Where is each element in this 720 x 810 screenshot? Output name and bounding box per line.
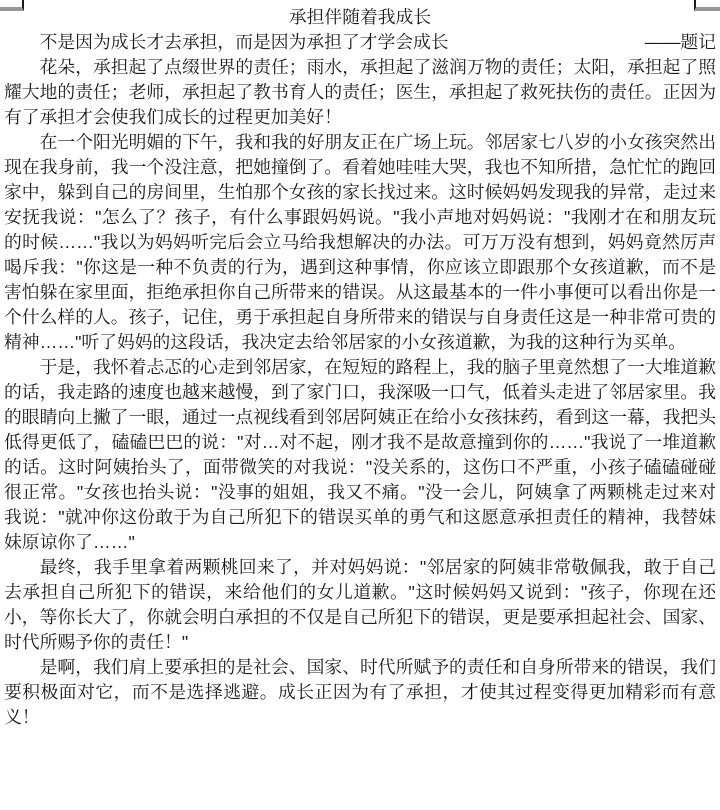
- paragraph-2: 在一个阳光明媚的下午，我和我的好朋友正在广场上玩。邻居家七八岁的小女孩突然出现在我身前，我一个没注意，把她撞倒了。看着她哇哇大哭，我也不知所措，急忙忙的跑回家中，躲到自己的房间里，生怕那个女孩的家长找过来。这时候妈妈发现我的异常，走过来安抚我说："怎么了？孩子，有什么事跟妈妈说。"我小声地对妈妈说："我刚才在和朋友玩的时候……"我以为妈妈听完后会立马给我想解决的办法。可万万没有想到，妈妈竟然厉声喝斥我："你这是一种不负责的行为，遇到这种事情，你应该立即跟那个女孩道歉，而不是害怕躲在家里面，拒绝承担你自己所带来的错误。从这最基本的一件小事便可以看出你是一个什么样的人。孩子，记住，勇于承担起自身所带来的错误与自身责任这是一种非常可贵的精神……"听了妈妈的这段话，我决定去给邻居家的小女孩道歉，为我的这种行为买单。: [4, 132, 717, 352]
- epigraph-attribution: ——题记: [644, 32, 716, 52]
- epigraph-text: 不是因为成长才去承担，而是因为承担了才学会成长: [39, 32, 449, 52]
- paragraph-4: 最终，我手里拿着两颗桃回来了，并对妈妈说："邻居家的阿姨非常敬佩我，敢于自己去承担自己所犯下的错误，来给他们的女儿道歉。"这时候妈妈又说到："孩子，你现在还小，等你长大了，你就会明白承担的不仅是自己所犯下的错误，更是要承担起社会、国家、时代所赐予你的责任！": [4, 557, 716, 652]
- epigraph-line: [4, 30, 716, 55]
- page-title: 承担伴随着我成长: [288, 7, 432, 27]
- paragraph-1: 花朵，承担起了点缀世界的责任；雨水，承担起了滋润万物的责任；太阳，承担起了照耀大地的责任；老师，承担起了教书育人的责任；医生，承担起了救死扶伤的责任。正因为有了承担才会使我们成长的过程更加美好！: [4, 57, 716, 127]
- paragraph-5: 是啊，我们肩上要承担的是社会、国家、时代所赋予的责任和自身所带来的错误，我们要积极面对它，而不是选择逃避。成长正因为有了承担，才使其过程变得更加精彩而有意义！: [4, 657, 716, 727]
- paragraph-3: 于是，我怀着忐忑的心走到邻居家，在短短的路程上，我的脑子里竟然想了一大堆道歉的话，我走路的速度也越来越慢，到了家门口，我深吸一口气，低着头走进了邻居家里。我的眼睛向上撇了一眼，通过一点视线看到邻居阿姨正在给小女孩抹药，看到这一幕，我把头低得更低了，磕磕巴巴的说："对…对不起，刚才我不是故意撞到你的……"我说了一堆道歉的话。这时阿姨抬头了，面带微笑的对我说："没关系的，这伤口不严重，小孩子磕磕碰碰很正常。"女孩也抬头说："没事的姐姐，我又不痛。"没一会儿，阿姨拿了两颗桃走过来对我说："就冲你这份敢于为自己所犯下的错误买单的勇气和这愿意承担责任的精神，我替妹妹原谅你了……": [4, 357, 716, 552]
